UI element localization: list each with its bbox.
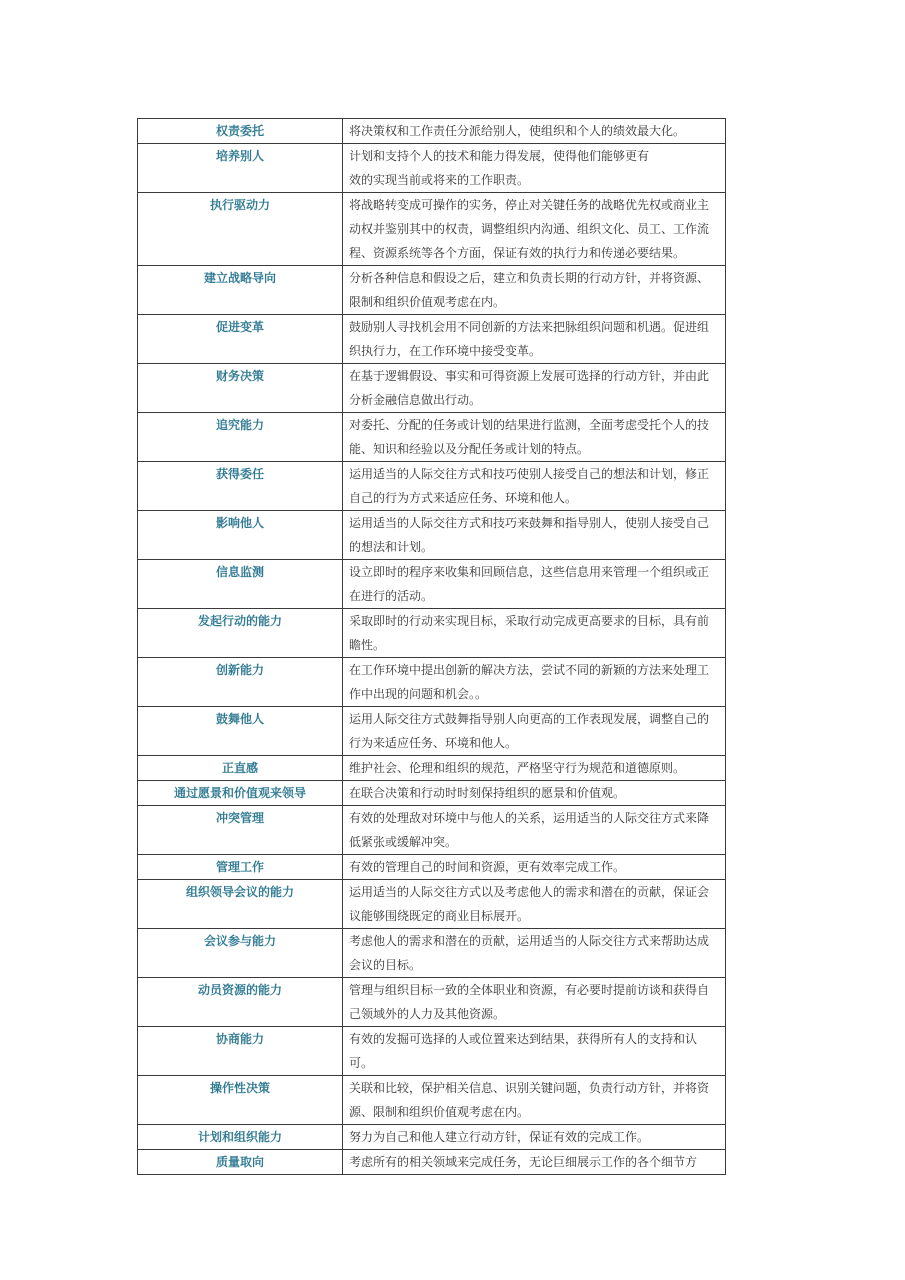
competency-name: 创新能力 xyxy=(138,658,343,707)
competency-description xyxy=(343,413,726,462)
table-row xyxy=(138,609,726,658)
description-line: 可。 xyxy=(349,1056,374,1070)
competency-description xyxy=(343,1076,726,1125)
table-row xyxy=(138,364,726,413)
description-line: 自己的行为方式来适应任务、环境和他人。 xyxy=(349,491,578,505)
description-line: 关联和比较，保护相关信息、识别关键问题，负责行动方针，并将资 xyxy=(349,1081,710,1095)
competency-description xyxy=(343,462,726,511)
competency-description xyxy=(343,511,726,560)
description-line: 有效的处理敌对环境中与他人的关系，运用适当的人际交往方式来降 xyxy=(349,811,710,825)
competency-name: 执行驱动力 xyxy=(138,193,343,266)
competency-description xyxy=(343,1027,726,1076)
table-row xyxy=(138,880,726,929)
competency-description xyxy=(343,193,726,266)
description-line: 在工作环境中提出创新的解决方法，尝试不同的新颖的方法来处理工 xyxy=(349,663,710,677)
table-row xyxy=(138,929,726,978)
competency-description xyxy=(343,658,726,707)
description-line: 行为来适应任务、环境和他人。 xyxy=(349,736,518,750)
competency-name: 财务决策 xyxy=(138,364,343,413)
competency-name: 发起行动的能力 xyxy=(138,609,343,658)
description-line: 限制和组织价值观考虑在内。 xyxy=(349,295,506,309)
description-line: 程、资源系统等各个方面，保证有效的执行力和传递必要结果。 xyxy=(349,246,686,260)
competency-name: 会议参与能力 xyxy=(138,929,343,978)
description-line: 将战略转变成可操作的实务，停止对关键任务的战略优先权或商业主 xyxy=(349,198,710,212)
competency-description xyxy=(343,880,726,929)
competency-description xyxy=(343,707,726,756)
description-line: 管理与组织目标一致的全体职业和资源，有必要时提前访谈和获得自 xyxy=(349,983,710,997)
competency-name: 冲突管理 xyxy=(138,806,343,855)
description-line: 作中出现的问题和机会。。 xyxy=(349,687,488,701)
table-row xyxy=(138,806,726,855)
table-row xyxy=(138,119,726,144)
competency-name: 组织领导会议的能力 xyxy=(138,880,343,929)
table-row xyxy=(138,781,726,806)
description-line: 设立即时的程序来收集和回顾信息，这些信息用来管理一个组织或正 xyxy=(349,565,710,579)
table-row xyxy=(138,193,726,266)
competency-description xyxy=(343,756,726,781)
description-line: 对委托、分配的任务或计划的结果进行监测，全面考虑受托个人的技 xyxy=(349,418,710,432)
competency-name: 鼓舞他人 xyxy=(138,707,343,756)
table-row xyxy=(138,266,726,315)
competency-name: 操作性决策 xyxy=(138,1076,343,1125)
competency-name: 协商能力 xyxy=(138,1027,343,1076)
description-line: 考虑他人的需求和潜在的贡献，运用适当的人际交往方式来帮助达成 xyxy=(349,934,710,948)
competency-name: 信息监测 xyxy=(138,560,343,609)
table-row xyxy=(138,413,726,462)
description-line: 考虑所有的相关领域来完成任务，无论巨细展示工作的各个细节方 xyxy=(349,1155,698,1169)
description-line: 分析金融信息做出行动。 xyxy=(349,393,482,407)
competency-description xyxy=(343,855,726,880)
description-line: 会议的目标。 xyxy=(349,958,422,972)
competency-name: 培养别人 xyxy=(138,144,343,193)
competency-name: 追究能力 xyxy=(138,413,343,462)
competency-name: 权责委托 xyxy=(138,119,343,144)
competency-name: 质量取向 xyxy=(138,1150,343,1175)
description-line: 源、限制和组织价值观考虑在内。 xyxy=(349,1105,530,1119)
description-line: 议能够围绕既定的商业目标展开。 xyxy=(349,909,530,923)
table-row xyxy=(138,462,726,511)
description-line: 效的实现当前或将来的工作职责。 xyxy=(349,173,530,187)
description-line: 努力为自己和他人建立行动方针，保证有效的完成工作。 xyxy=(349,1130,650,1144)
table-row xyxy=(138,978,726,1027)
competency-description xyxy=(343,119,726,144)
description-line: 运用适当的人际交往方式和技巧使别人接受自己的想法和计划，修正 xyxy=(349,467,710,481)
table-row xyxy=(138,658,726,707)
table-row xyxy=(138,756,726,781)
description-line: 能、知识和经验以及分配任务或计划的特点。 xyxy=(349,442,590,456)
description-line: 运用适当的人际交往方式和技巧来鼓舞和指导别人，使别人接受自己 xyxy=(349,516,710,530)
competency-name: 正直感 xyxy=(138,756,343,781)
competency-description xyxy=(343,1125,726,1150)
competency-name: 影响他人 xyxy=(138,511,343,560)
competency-description xyxy=(343,929,726,978)
description-line: 低紧张或缓解冲突。 xyxy=(349,835,458,849)
description-line: 分析各种信息和假设之后，建立和负责长期的行动方针，并将资源、 xyxy=(349,271,710,285)
description-line: 己领域外的人力及其他资源。 xyxy=(349,1007,506,1021)
competency-description xyxy=(343,560,726,609)
table-row xyxy=(138,511,726,560)
description-line: 在进行的活动。 xyxy=(349,589,434,603)
description-line: 运用人际交往方式鼓舞指导别人向更高的工作表现发展，调整自己的 xyxy=(349,712,710,726)
table-row xyxy=(138,1125,726,1150)
description-line: 计划和支持个人的技术和能力得发展，使得他们能够更有 xyxy=(349,149,650,163)
competency-name: 建立战略导向 xyxy=(138,266,343,315)
description-line: 鼓励别人寻找机会用不同创新的方法来把脉组织问题和机遇。促进组 xyxy=(349,320,710,334)
competency-description xyxy=(343,315,726,364)
description-line: 的想法和计划。 xyxy=(349,540,434,554)
description-line: 有效的发掘可选择的人或位置来达到结果，获得所有人的支持和认 xyxy=(349,1032,698,1046)
competency-name: 管理工作 xyxy=(138,855,343,880)
table-row xyxy=(138,560,726,609)
description-line: 采取即时的行动来实现目标，采取行动完成更高要求的目标，具有前 xyxy=(349,614,710,628)
table-row xyxy=(138,144,726,193)
description-line: 动权并鉴别其中的权责，调整组织内沟通、组织文化、员工、工作流 xyxy=(349,222,710,236)
description-line: 运用适当的人际交往方式以及考虑他人的需求和潜在的贡献，保证会 xyxy=(349,885,710,899)
table-row xyxy=(138,1150,726,1175)
competency-description xyxy=(343,978,726,1027)
description-line: 织执行力，在工作环境中接受变革。 xyxy=(349,344,542,358)
competency-description xyxy=(343,266,726,315)
competency-name: 计划和组织能力 xyxy=(138,1125,343,1150)
competency-name: 获得委任 xyxy=(138,462,343,511)
description-line: 有效的管理自己的时间和资源，更有效率完成工作。 xyxy=(349,860,626,874)
competency-name: 动员资源的能力 xyxy=(138,978,343,1027)
table-row xyxy=(138,707,726,756)
competency-description xyxy=(343,364,726,413)
description-line: 瞻性。 xyxy=(349,638,386,652)
table-row xyxy=(138,1027,726,1076)
competency-description xyxy=(343,144,726,193)
competency-description xyxy=(343,806,726,855)
competency-table xyxy=(137,118,726,1175)
description-line: 在联合决策和行动时时刻保持组织的愿景和价值观。 xyxy=(349,786,626,800)
table-row xyxy=(138,1076,726,1125)
competency-description xyxy=(343,781,726,806)
table-row xyxy=(138,315,726,364)
table-row xyxy=(138,855,726,880)
competency-name: 通过愿景和价值观来领导 xyxy=(138,781,343,806)
description-line: 维护社会、伦理和组织的规范，严格坚守行为规范和道德原则。 xyxy=(349,761,686,775)
description-line: 将决策权和工作责任分派给别人，使组织和个人的绩效最大化。 xyxy=(349,124,686,138)
competency-name: 促进变革 xyxy=(138,315,343,364)
table-body xyxy=(138,119,726,1175)
competency-description xyxy=(343,1150,726,1175)
description-line: 在基于逻辑假设、事实和可得资源上发展可选择的行动方针，并由此 xyxy=(349,369,710,383)
competency-description xyxy=(343,609,726,658)
